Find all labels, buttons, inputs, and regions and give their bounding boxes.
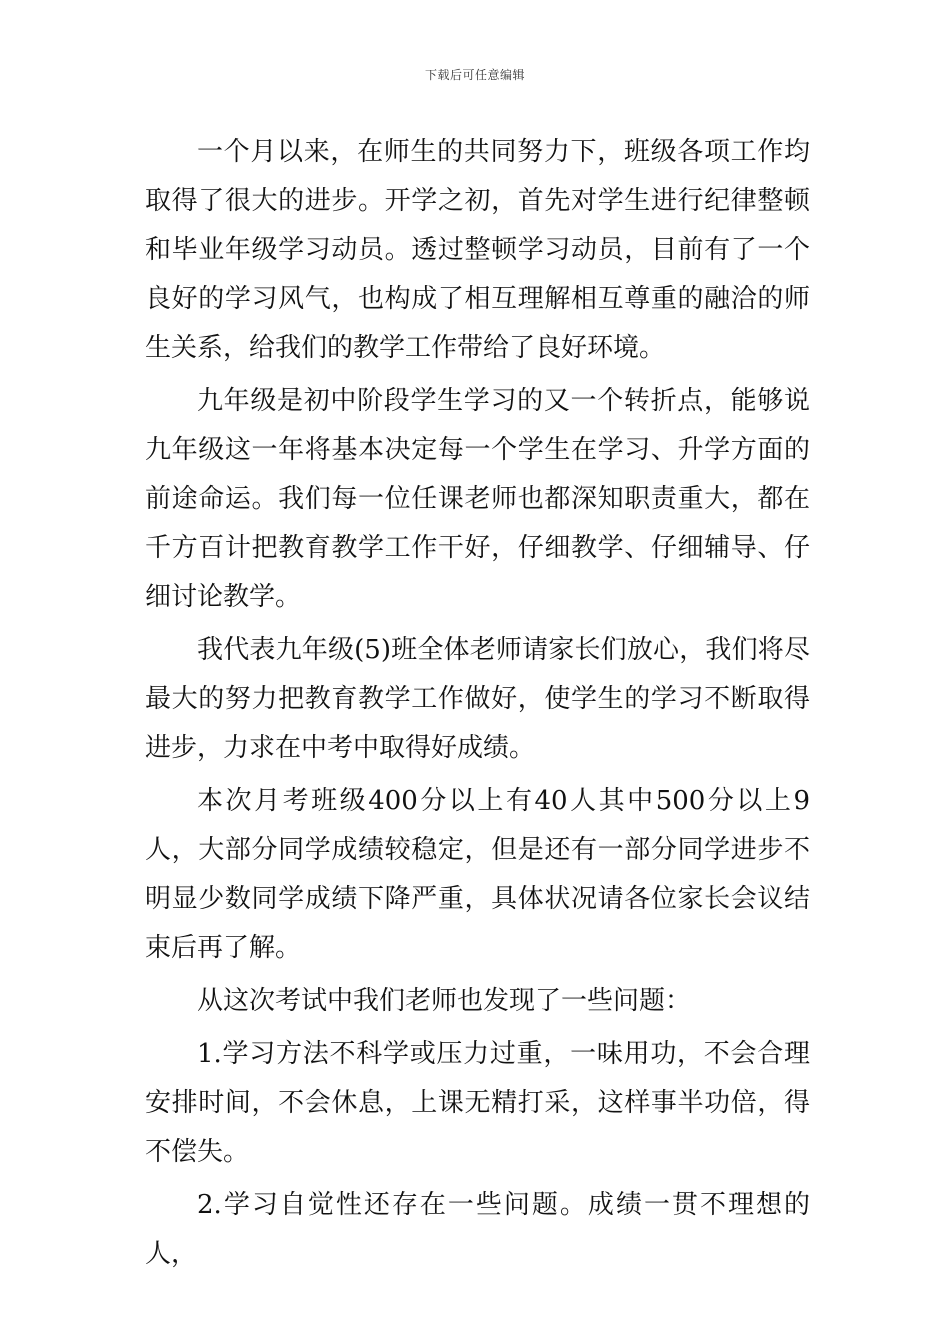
page-header-note: 下载后可任意编辑 — [424, 68, 525, 82]
paragraph-teacher-promise: 我代表九年级(5)班全体老师请家长们放心，我们将尽最大的努力把教育教学工作做好，使学生的学习不断取得进步，力求在中考中取得好成绩。 — [145, 635, 810, 763]
paragraph-exam-results: 本次月考班级400分以上有40人其中500分以上9人，大部分同学成绩较稳定，但是还有一部分同学进步不明显少数同学成绩下降严重，具体状况请各位家长会议结束后再了解。 — [145, 786, 810, 963]
paragraph-grade-nine: 九年级是初中阶段学生学习的又一个转折点，能够说九年级这一年将基本决定每一个学生在学习、升学方面的前途命运。我们每一位任课老师也都深知职责重大，都在千方百计把教育教学工作干好，仔细教学、仔细辅导、仔细讨论教学。 — [145, 386, 810, 612]
document-body — [145, 128, 810, 1283]
paragraph-problem-1: 1.学习方法不科学或压力过重，一味用功，不会合理安排时间，不会休息，上课无精打采，这样事半功倍，得不偿失。 — [145, 1039, 810, 1167]
paragraph-problem-2: 2.学习自觉性还存在一些问题。成绩一贯不理想的人， — [145, 1190, 810, 1269]
paragraph-problems-intro: 从这次考试中我们老师也发现了一些问题： — [197, 986, 692, 1016]
paragraph-intro: 一个月以来，在师生的共同努力下，班级各项工作均取得了很大的进步。开学之初，首先对学生进行纪律整顿和毕业年级学习动员。透过整顿学习动员，目前有了一个良好的学习风气，也构成了相互理解相互尊重的融洽的师生关系，给我们的教学工作带给了良好环境。 — [145, 137, 810, 363]
